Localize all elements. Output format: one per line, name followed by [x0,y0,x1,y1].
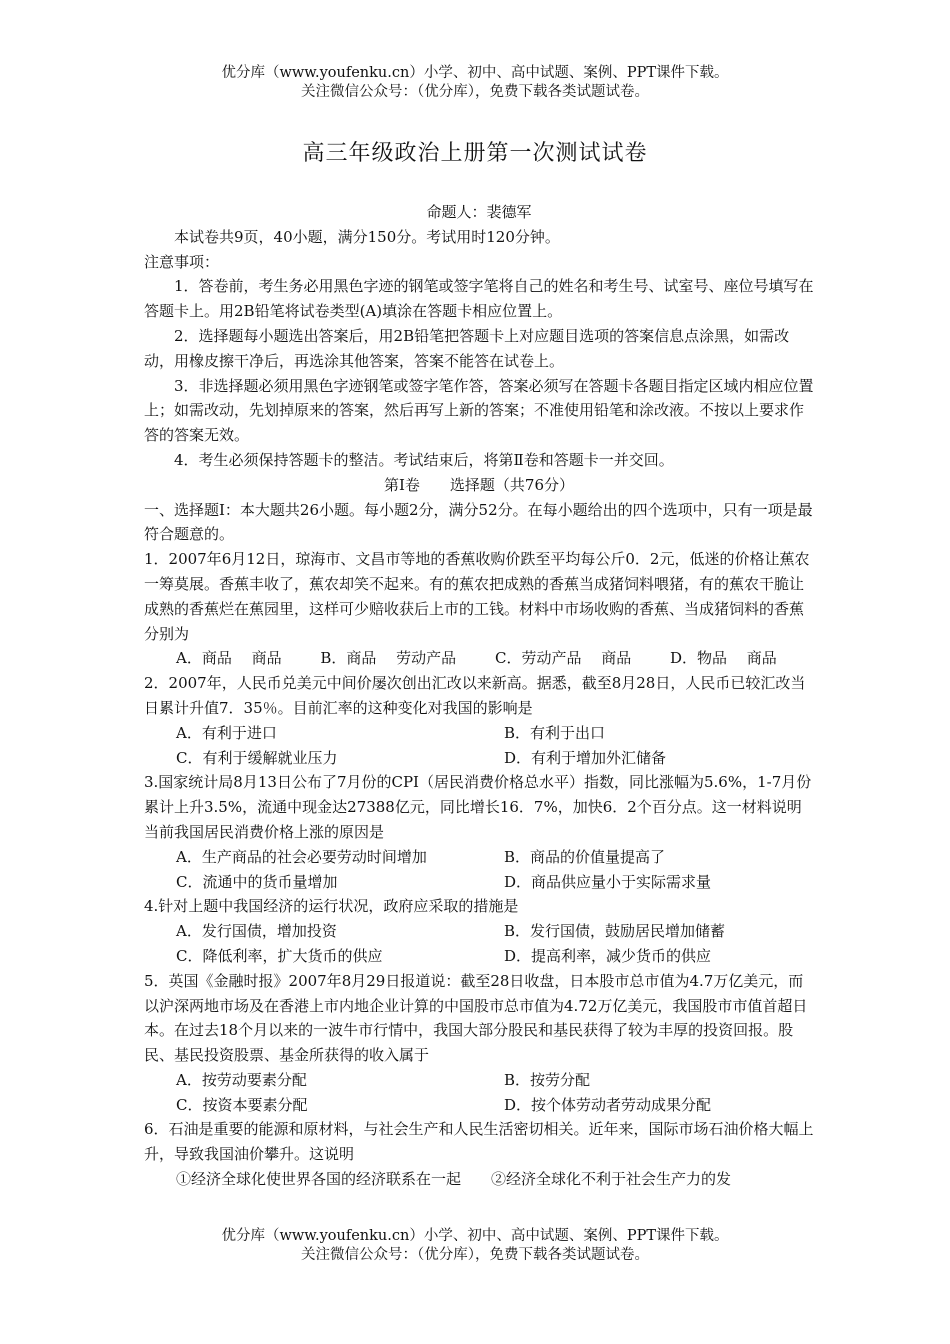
notice-item: 3．非选择题必须用黑色字迹钢笔或签字笔作答，答案必须写在答题卡各题目指定区域内相应位置上；如需改动，先划掉原来的答案，然后再写上新的答案；不准使用铅笔和涂改液。不按以上要求作答的答案无效。 [144,376,814,445]
section-description: 一、选择题Ⅰ：本大题共26小题。每小题2分，满分52分。在每小题给出的四个选项中，只有一项是最符合题意的。 [144,500,813,544]
option-c: C．有利于缓解就业压力 [176,748,338,767]
question-2-options-row-1 [144,721,814,746]
question-2-stem: 2．2007年，人民币兑美元中间价屡次创出汇改以来新高。据悉，截至8月28日，人民币已较汇改当日累计升值7．35％。目前汇率的这种变化对我国的影响是 [144,674,806,717]
question-4-options-row-1 [144,919,814,944]
author-line: 命题人：裴德军 [426,203,532,221]
notice-item: 1．答卷前，考生务必用黑色字迹的钢笔或签字笔将自己的姓名和考生号、试室号、座位号填写在答题卡上。用2B铅笔将试卷类型(A)填涂在答题卡相应位置上。 [144,277,814,321]
option-d: D．商品供应量小于实际需求量 [504,872,712,891]
header-line-1: 优分库（www.youfenku.cn）小学、初中、高中试题、案例、PPT课件下载。 [221,65,729,81]
notice-item: 2．选择题每小题选出答案后，用2B铅笔把答题卡上对应题目选项的答案信息点涂黑，如需改动，用橡皮擦干净后，再选涂其他答案，答案不能答在试卷上。 [144,326,790,370]
option-c: C．按资本要素分配 [176,1095,308,1114]
option-c: C．流通中的货币量增加 [176,872,338,891]
option-c: C．降低利率，扩大货币的供应 [176,946,383,965]
exam-intro: 本试卷共9页，40小题，满分150分。考试用时120分钟。 [174,227,560,246]
option-c: C．劳动产品 商品 [494,649,632,668]
question-5-options-row-1 [144,1068,814,1093]
option-a: A．生产商品的社会必要劳动时间增加 [176,847,427,866]
footer-line-1: 优分库（www.youfenku.cn）小学、初中、高中试题、案例、PPT课件下载。 [221,1228,729,1244]
footer-line-2: 关注微信公众号：（优分库），免费下载各类试题试卷。 [301,1247,649,1263]
option-b: B．按劳分配 [504,1070,591,1089]
question-5-options-row-2 [144,1093,814,1118]
page-footer [0,1227,950,1265]
option-b: B．发行国债，鼓励居民增加储蓄 [504,922,726,941]
option-d: D．物品 商品 [670,649,777,668]
question-3-options-row-2 [144,870,814,895]
question-3-stem: 3.国家统计局8月13日公布了7月份的CPI（居民消费价格总水平）指数，同比涨幅为5.6%，1-7月份累计上升3.5%，流通中现金达27388亿元，同比增长16．7%，加快6．2个百分点。这一材料说明当前我国居民消费价格上涨的原因是 [144,773,812,841]
question-5-stem: 5．英国《金融时报》2007年8月29日报道说：截至28日收盘，日本股市总市值为4.7万亿美元，而以沪深两地市场及在香港上市内地企业计算的中国股市总市值为4.72万亿美元，我国股市市值首超日本。在过去18个月以来的一波牛市行情中，我国大部分股民和基民获得了较为丰厚的投资回报。股民、基民投资股票、基金所获得的收入属于 [144,971,808,1065]
question-6-stem: 6．石油是重要的能源和原材料，与社会生产和人民生活密切相关。近年来，国际市场石油价格大幅上升，导致我国油价攀升。这说明 [144,1120,814,1164]
notice-title: 注意事项： [144,252,220,271]
exam-title: 高三年级政治上册第一次测试试卷 [302,141,648,166]
option-d: D．有利于增加外汇储备 [504,748,667,767]
question-4-stem: 4.针对上题中我国经济的运行状况，政府应采取的措施是 [144,897,519,916]
question-1-options [144,646,814,671]
option-a: A．商品 商品 [176,649,282,668]
option-b: B．商品的价值量提高了 [504,847,666,866]
section-title: 第Ⅰ卷 选择题（共76分） [383,475,574,494]
option-a: A．按劳动要素分配 [176,1070,307,1089]
header-line-2: 关注微信公众号：（优分库），免费下载各类试题试卷。 [301,84,649,100]
question-6-option-line: ①经济全球化使世界各国的经济联系在一起 ②经济全球化不利于社会生产力的发 [176,1170,732,1189]
page-header [0,64,950,102]
question-2-options-row-2 [144,746,814,771]
option-d: D．提高利率，减少货币的供应 [504,946,712,965]
option-d: D．按个体劳动者劳动成果分配 [504,1095,712,1114]
question-1-stem: 1．2007年6月12日，琼海市、文昌市等地的香蕉收购价跌至平均每公斤0．2元，低迷的价格让蕉农一筹莫展。香蕉丰收了，蕉农却笑不起来。有的蕉农把成熟的香蕉当成猪饲料喂猪，有的蕉农干脆让成熟的香蕉烂在蕉园里，这样可少赔收获后上市的工钱。材料中市场收购的香蕉、当成猪饲料的香蕉分别为 [144,550,810,643]
option-a: A．有利于进口 [176,723,277,742]
exam-content [144,200,814,1192]
question-3-options-row-1 [144,845,814,870]
option-b: B．商品 劳动产品 [320,649,457,668]
option-a: A．发行国债，增加投资 [176,922,337,941]
question-4-options-row-2 [144,944,814,969]
notice-item: 4．考生必须保持答题卡的整洁。考试结束后，将第Ⅱ卷和答题卡一并交回。 [174,450,674,469]
option-b: B．有利于出口 [504,723,606,742]
